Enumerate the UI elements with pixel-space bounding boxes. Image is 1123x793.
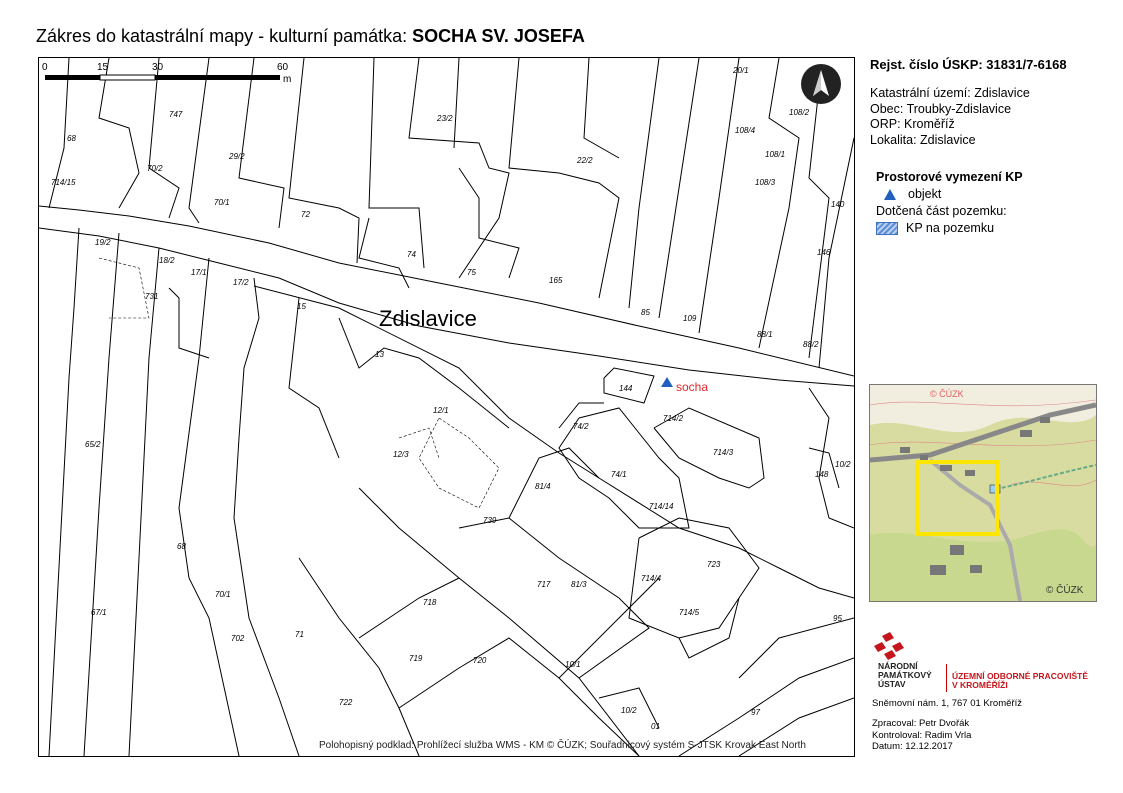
parcel-label: 17/2 — [233, 278, 249, 287]
parcel-label: 714/3 — [713, 448, 734, 457]
object-marker-icon[interactable] — [661, 377, 673, 387]
inset-terrain — [870, 385, 1096, 601]
legend-title: Prostorové vymezení KP — [876, 170, 1023, 184]
parcel-label: 75 — [467, 268, 476, 277]
parcel-label: 10/1 — [565, 660, 581, 669]
parcel-label: 714/5 — [679, 608, 700, 617]
parcel-label: 12/1 — [433, 406, 449, 415]
inset-top-copyright: © ČÚZK — [930, 389, 964, 399]
overview-inset-map[interactable] — [869, 384, 1097, 602]
legend-parcel — [870, 221, 1110, 235]
parcel-label: 717 — [537, 580, 551, 589]
npu-name — [878, 662, 932, 689]
parcel-label: 95 — [833, 614, 842, 623]
parcel-label: 74/2 — [573, 422, 589, 431]
parcel-label: 70/2 — [147, 164, 163, 173]
parcel-label: 108/4 — [735, 126, 756, 135]
hatch-swatch-icon — [876, 222, 898, 235]
parcel-label: 22/2 — [577, 156, 593, 165]
parcel-label: 739 — [483, 516, 497, 525]
parcel-label: 718 — [423, 598, 437, 607]
parcel-label: 74 — [407, 250, 416, 259]
legend-object-label: objekt — [908, 187, 942, 201]
parcel-label: 148 — [815, 470, 829, 479]
parcel-label: 108/2 — [789, 108, 810, 117]
parcel-label: 70/1 — [214, 198, 230, 207]
parcel-label: 12/3 — [393, 450, 409, 459]
parcel-label: 714/2 — [663, 414, 684, 423]
parcel-label: 81/4 — [535, 482, 551, 491]
parcel-label: 702 — [231, 634, 245, 643]
parcel-label: 747 — [169, 110, 183, 119]
address: Sněmovní nám. 1, 767 01 Kroměříž — [872, 698, 1022, 709]
parcel-label: 88/2 — [803, 340, 819, 349]
scale-tick-label: 0 — [42, 62, 48, 73]
map-title — [36, 26, 585, 47]
parcel-label: 165 — [549, 276, 563, 285]
parcel-label: 72 — [301, 210, 310, 219]
parcel-label: 10/2 — [621, 706, 637, 715]
parcel-label: 68 — [177, 542, 186, 551]
date: Datum: 12.12.2017 — [872, 741, 953, 752]
parcel-label: 13 — [375, 350, 384, 359]
parcel-label: 20/1 — [733, 66, 749, 75]
parcel-label: 15 — [297, 302, 306, 311]
parcel-label: 722 — [339, 698, 353, 707]
parcel-label: 714/15 — [51, 178, 76, 187]
parcel-label: 10/2 — [835, 460, 851, 469]
parcel-label: 719 — [409, 654, 423, 663]
npu-office-line2: V KROMĚŘÍŽI — [952, 680, 1008, 690]
parcel-label: 720 — [473, 656, 487, 665]
parcel-label: 108/1 — [765, 150, 786, 159]
parcel-label: 714/14 — [649, 502, 674, 511]
parcel-label: 85 — [641, 308, 650, 317]
place-label: Zdislavice — [379, 306, 477, 331]
credits — [872, 718, 971, 753]
cadastral-map[interactable] — [38, 57, 855, 757]
scale-unit-label: m — [283, 74, 292, 85]
monument-name: SOCHA SV. JOSEFA — [412, 26, 585, 46]
parcel-label: 723 — [707, 560, 721, 569]
parcel-label: 144 — [619, 384, 633, 393]
municipality: Obec: Troubky-Zdislavice — [870, 101, 1012, 116]
locality: Lokalita: Zdislavice — [870, 132, 976, 147]
info-panel — [870, 57, 1110, 235]
npu-name-line2: PAMÁTKOVÝ — [878, 670, 932, 680]
parcel-label: 65/2 — [85, 440, 101, 449]
scale-tick-label: 30 — [152, 62, 164, 73]
parcel-label: 74/1 — [611, 470, 627, 479]
inset-copyright: © ČÚZK — [1046, 585, 1084, 596]
registration-number: Rejst. číslo ÚSKP: 31831/7-6168 — [870, 57, 1067, 72]
source-note: Polohopisný podklad: Prohlížecí služba WMS - KM © ČÚZK; Souřadnicový systém S-JTSK Krovak East North — [319, 740, 806, 751]
npu-separator — [946, 664, 947, 692]
scale-tick-label: 60 — [277, 62, 289, 73]
parcel-label: 714/4 — [641, 574, 662, 583]
orp: ORP: Kroměříž — [870, 117, 955, 131]
npu-office — [952, 672, 1088, 690]
parcel-label: 71 — [295, 630, 304, 639]
parcel-label: 109 — [683, 314, 697, 323]
north-arrow-icon — [801, 64, 841, 104]
parcel-label: 108/3 — [755, 178, 776, 187]
parcel-label: 18/2 — [159, 256, 175, 265]
parcel-label: 68 — [67, 134, 76, 143]
npu-office-line1: ÚZEMNÍ ODBORNÉ PRACOVIŠTĚ — [952, 671, 1089, 681]
parcel-label: 19/2 — [95, 238, 111, 247]
triangle-icon — [884, 189, 896, 200]
npu-logo-icon — [872, 632, 906, 662]
legend-parcel-label: KP na pozemku — [906, 221, 995, 235]
prepared-by: Zpracoval: Petr Dvořák — [872, 718, 970, 729]
npu-name-line1: NÁRODNÍ — [878, 661, 918, 671]
parcel-label: 731 — [145, 292, 159, 301]
parcel-label: 70/1 — [215, 590, 231, 599]
parcel-label: 67/1 — [91, 608, 107, 617]
parcel-label: 29/2 — [229, 152, 245, 161]
scale-tick-label: 15 — [97, 62, 109, 73]
parcel-label: 88/1 — [757, 330, 773, 339]
npu-name-line3: ÚSTAV — [878, 679, 906, 689]
cadastral-area: Katastrální území: Zdislavice — [870, 86, 1030, 100]
parcel-label: 97 — [751, 708, 760, 717]
parcel-label: 23/2 — [437, 114, 453, 123]
legend-object — [870, 187, 1110, 201]
title-prefix: Zákres do katastrální mapy - kulturní památka: — [36, 26, 413, 46]
object-label: socha — [676, 380, 709, 394]
parcel-label: 81/3 — [571, 580, 587, 589]
parcel-label: 01 — [651, 722, 660, 731]
parcel-label: 140 — [831, 200, 845, 209]
scale-bar — [39, 58, 309, 86]
legend-subtitle: Dotčená část pozemku: — [876, 204, 1007, 218]
parcel-label: 17/1 — [191, 268, 207, 277]
checked-by: Kontroloval: Radim Vrla — [872, 729, 972, 741]
parcel-label: 146 — [817, 248, 831, 257]
